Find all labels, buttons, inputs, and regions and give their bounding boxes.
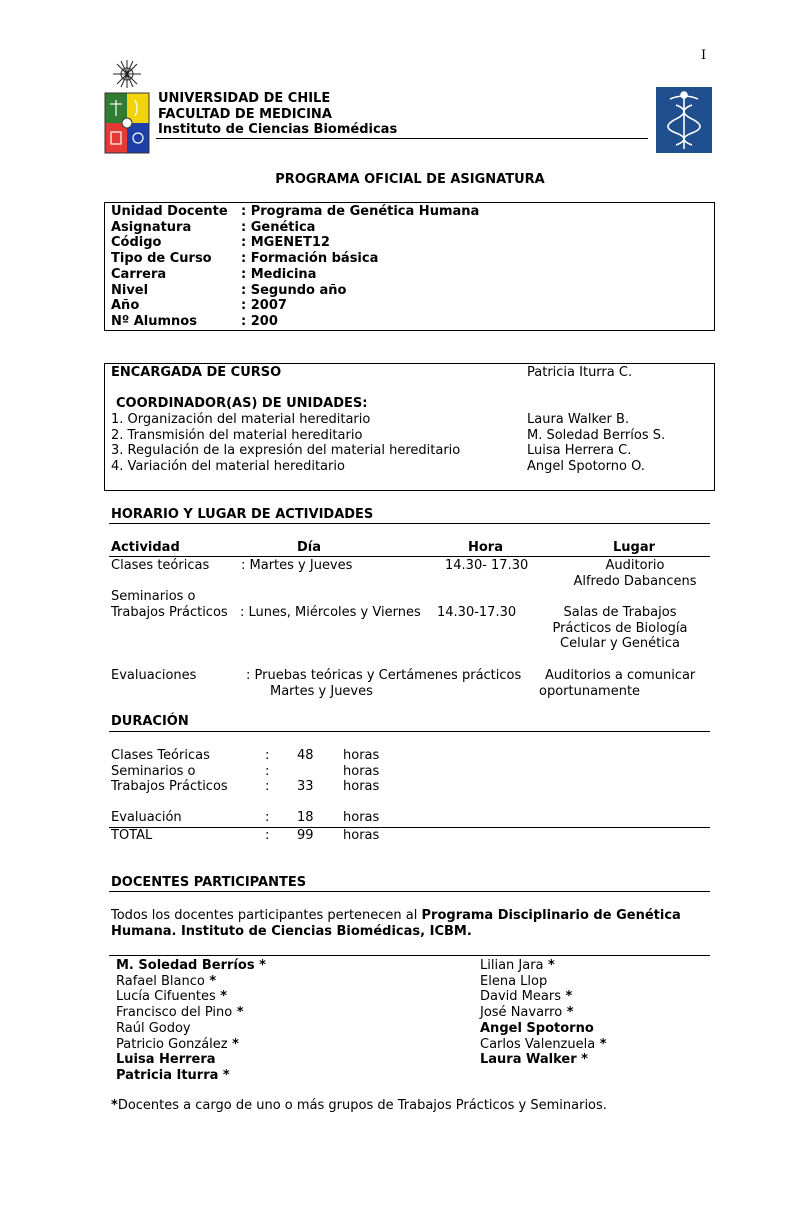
unit-coordinator: Laura Walker B. <box>527 412 630 427</box>
unit-name: 3. Regulación de la expresión del material hereditario <box>111 443 461 459</box>
duracion-unit: horas <box>343 748 380 763</box>
duracion-hours: 18 <box>297 810 314 825</box>
info-value: : Medicina <box>241 266 317 282</box>
duracion-label: Clases Teóricas <box>111 748 210 763</box>
docente-name: Luisa Herrera <box>116 1052 216 1068</box>
coordinators-heading: COORDINADOR(AS) DE UNIDADES: <box>116 396 368 411</box>
info-label: Nivel <box>111 282 149 298</box>
docente-name: Patricio González <box>116 1036 228 1052</box>
duracion-label: Evaluación <box>111 810 182 825</box>
horario-cell: : Lunes, Miércoles y Viernes <box>240 605 421 620</box>
docente-item <box>480 974 547 989</box>
info-value: : 200 <box>241 313 278 329</box>
info-label: Nº Alumnos <box>111 313 197 329</box>
docente-mark: * <box>215 989 228 1005</box>
info-label: Asignatura <box>111 219 192 235</box>
docente-item <box>480 989 572 1004</box>
horario-cell: : Martes y Jueves <box>241 558 353 573</box>
info-label: Carrera <box>111 266 167 282</box>
unit-coordinator: Luisa Herrera C. <box>527 443 632 459</box>
docente-item <box>116 989 227 1004</box>
docente-item <box>480 958 555 973</box>
docentes-intro-cont: Humana. Instituto de Ciencias Biomédicas, ICBM. <box>111 924 472 939</box>
info-label: Año <box>111 298 140 314</box>
info-label: Unidad Docente <box>111 204 228 219</box>
footnote-text: Docentes a cargo de uno o más grupos de Trabajos Prácticos y Seminarios. <box>117 1098 607 1113</box>
docente-item <box>116 958 266 973</box>
unit-coordinator: M. Soledad Berríos S. <box>527 427 666 443</box>
total-hours: 99 <box>297 828 314 843</box>
horario-cell: : Pruebas teóricas y Certámenes prácticos <box>246 668 522 683</box>
docente-item <box>116 1068 230 1083</box>
docente-mark: * <box>576 1052 588 1068</box>
docente-name: Elena Llop <box>480 973 548 989</box>
duracion-unit: horas <box>343 764 380 779</box>
unit-coordinator: Angel Spotorno O. <box>527 459 645 475</box>
encargada-name: Patricia Iturra C. <box>527 365 633 380</box>
docente-mark: * <box>227 1036 239 1052</box>
docente-name: David Mears <box>480 989 561 1005</box>
horario-cell: Martes y Jueves <box>270 684 373 699</box>
docente-item <box>480 1005 574 1020</box>
duracion-rule <box>109 731 710 732</box>
horario-cell: Celular y Genética <box>560 636 680 651</box>
docente-mark: * <box>595 1036 607 1052</box>
docente-mark: * <box>204 973 217 989</box>
col-lugar: Lugar <box>613 540 656 555</box>
duracion-unit: horas <box>343 779 380 794</box>
unit-name: 4. Variación del material hereditario <box>111 459 345 475</box>
footnote <box>111 1098 607 1113</box>
horario-rule <box>109 523 710 524</box>
horario-cell: Clases teóricas <box>111 558 210 573</box>
footnote-mark: * <box>111 1098 118 1113</box>
horario-cell: Auditorio <box>605 558 665 573</box>
university-name: UNIVERSIDAD DE CHILE <box>158 91 331 106</box>
docente-item <box>480 1052 588 1067</box>
encargada-label: ENCARGADA DE CURSO <box>111 365 282 380</box>
horario-cell: 14.30-17.30 <box>437 605 517 620</box>
info-value: : Segundo año <box>241 282 347 298</box>
docente-item <box>116 1052 216 1067</box>
duracion-label: Seminarios o <box>111 764 196 779</box>
duracion-hours: 48 <box>297 748 314 763</box>
caduceus-logo <box>656 87 712 153</box>
docente-name: Francisco del Pino <box>116 1005 233 1021</box>
docente-name: Rafael Blanco <box>116 973 205 989</box>
info-value: : Programa de Genética Humana <box>241 204 480 219</box>
duracion-colon: : <box>265 748 270 763</box>
horario-cell: Alfredo Dabancens <box>573 574 697 589</box>
horario-cell: Salas de Trabajos <box>563 605 677 620</box>
info-value: : Formación básica <box>241 251 379 267</box>
unit-name: 1. Organización del material hereditario <box>111 412 371 427</box>
col-actividad: Actividad <box>111 540 180 555</box>
duracion-total-rule <box>109 827 710 828</box>
docente-item <box>480 1021 594 1036</box>
info-value: : 2007 <box>241 298 287 314</box>
horario-cell: 14.30- 17.30 <box>445 558 529 573</box>
docente-mark: * <box>254 958 266 973</box>
docente-item <box>116 1037 239 1052</box>
header-rule <box>156 138 648 139</box>
col-dia: Día <box>297 540 322 555</box>
horario-cell: Auditorios a comunicar <box>545 668 696 683</box>
docente-mark: * <box>560 989 573 1005</box>
docentes-heading: DOCENTES PARTICIPANTES <box>111 875 307 890</box>
institute-name: Instituto de Ciencias Biomédicas <box>158 122 398 137</box>
docente-name: Angel Spotorno <box>480 1020 594 1036</box>
docente-item <box>480 1037 607 1052</box>
docente-item <box>116 1021 191 1036</box>
docente-item <box>116 974 216 989</box>
info-value: : Genética <box>241 219 316 235</box>
duracion-unit: horas <box>343 810 380 825</box>
intro-bold: Programa Disciplinario de Genética <box>421 908 681 923</box>
docente-mark: * <box>562 1005 574 1021</box>
docentes-list-rule <box>109 955 710 956</box>
duracion-heading: DURACIÓN <box>111 714 189 729</box>
docente-mark: * <box>232 1005 244 1021</box>
docentes-rule <box>109 891 710 892</box>
duracion-colon: : <box>265 764 270 779</box>
docente-name: Lucía Cifuentes <box>116 989 216 1005</box>
docentes-intro <box>111 908 681 923</box>
university-logo <box>103 60 151 155</box>
faculty-name: FACULTAD DE MEDICINA <box>158 107 332 122</box>
docente-name: M. Soledad Berríos <box>116 958 255 973</box>
horario-cell: Trabajos Prácticos <box>111 605 228 620</box>
info-label: Tipo de Curso <box>111 251 212 267</box>
horario-cell: Seminarios o <box>111 589 196 604</box>
col-hora: Hora <box>468 540 503 555</box>
docente-name: Carlos Valenzuela <box>480 1036 596 1052</box>
docente-name: Raúl Godoy <box>116 1020 191 1036</box>
document-title: PROGRAMA OFICIAL DE ASIGNATURA <box>275 172 545 187</box>
docente-name: José Navarro <box>480 1005 563 1021</box>
info-value: : MGENET12 <box>241 235 330 251</box>
docente-item <box>116 1005 244 1020</box>
page-number: I <box>701 48 707 63</box>
horario-heading: HORARIO Y LUGAR DE ACTIVIDADES <box>111 507 374 522</box>
docente-mark: * <box>218 1067 230 1083</box>
info-label: Código <box>111 235 162 251</box>
docente-mark: * <box>543 958 555 973</box>
intro-plain: Todos los docentes participantes pertenecen al <box>111 908 422 923</box>
docente-name: Laura Walker <box>480 1052 577 1068</box>
unit-name: 2. Transmisión del material hereditario <box>111 427 363 443</box>
course-info-box <box>104 202 715 331</box>
duracion-label: Trabajos Prácticos <box>111 779 228 794</box>
total-colon: : <box>265 828 270 843</box>
docente-name: Patricia Iturra <box>116 1067 219 1083</box>
horario-cell: Prácticos de Biología <box>552 621 688 636</box>
total-unit: horas <box>343 828 380 843</box>
horario-cell: Evaluaciones <box>111 668 197 683</box>
duracion-colon: : <box>265 779 270 794</box>
docente-name: Lilian Jara <box>480 958 544 973</box>
total-label: TOTAL <box>111 828 153 843</box>
duracion-hours: 33 <box>297 779 314 794</box>
duracion-colon: : <box>265 810 270 825</box>
horario-cell: oportunamente <box>539 684 641 699</box>
horario-header-rule <box>109 556 710 557</box>
